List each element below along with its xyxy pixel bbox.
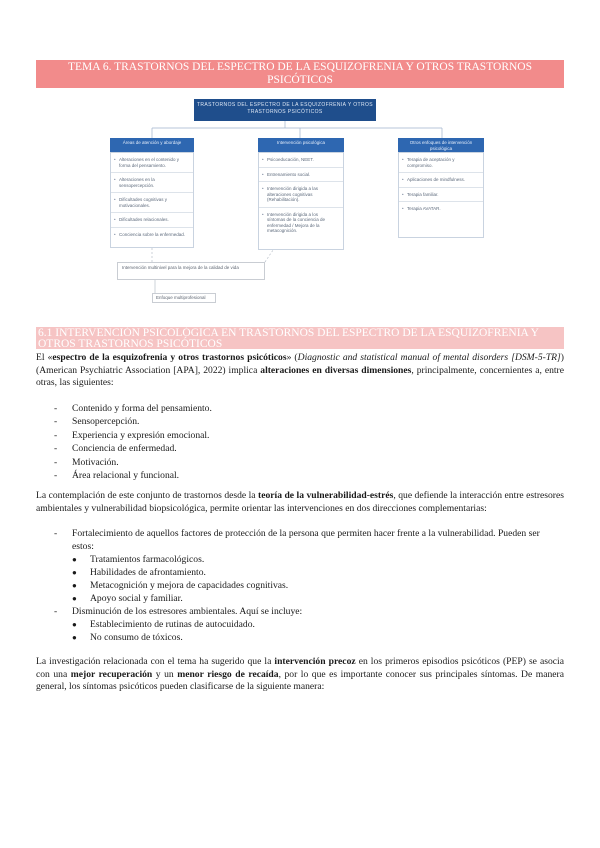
- diagram-item: • Entrenamiento social.: [259, 168, 343, 183]
- list-item: [54, 402, 212, 415]
- text: » (: [286, 352, 298, 363]
- sub-item-text: Apoyo social y familiar.: [90, 593, 183, 604]
- dimensions-list: [54, 402, 212, 482]
- dot-bullet: ●: [72, 581, 77, 590]
- diagram-item: • Psicoeducación, NEET.: [259, 153, 343, 168]
- direction-item: [54, 605, 564, 618]
- dash-bullet: -: [54, 403, 58, 414]
- directions-list: [54, 527, 564, 644]
- sub-item-text: Habilidades de afrontamiento.: [90, 567, 206, 578]
- dash-bullet: -: [54, 429, 58, 441]
- sub-item: [54, 592, 564, 605]
- direction-label: Fortalecimiento de aquellos factores de protección de la persona que permiten hacer frente a la vulnerabilidad. Pueden ser estos:: [72, 528, 540, 552]
- bold-term: teoría de la vulnerabilidad-estrés: [258, 490, 394, 501]
- dash-bullet: -: [54, 416, 58, 428]
- diagram-root-box: TRASTORNOS DEL ESPECTRO DE LA ESQUIZOFRENIA Y OTROS TRASTORNOS PSICÓTICOS: [194, 99, 376, 121]
- diagram-item: • Terapia de aceptación y compromiso.: [399, 153, 483, 173]
- list-item-text: Experiencia y expresión emocional.: [72, 429, 210, 441]
- paragraph-intro: [36, 352, 564, 390]
- diagram-item: • Conciencia sobre la enfermedad.: [111, 228, 193, 242]
- dash-bullet: -: [54, 456, 58, 468]
- text: El «: [36, 352, 53, 363]
- list-item: [54, 442, 212, 455]
- bold-term: espectro de la esquizofrenia y otros trastornos psicóticos: [52, 352, 287, 363]
- diagram-item: • Terapia familiar.: [399, 188, 483, 203]
- dot-bullet: ●: [72, 620, 77, 629]
- list-item: [54, 469, 212, 482]
- sub-item: [54, 618, 564, 631]
- diagram-column: [258, 152, 344, 250]
- sub-item-text: Metacognición y mejora de capacidades cognitivas.: [90, 580, 289, 591]
- list-item: [54, 456, 212, 469]
- sub-item: [54, 631, 564, 644]
- dot-bullet: ●: [72, 568, 77, 577]
- list-item: [54, 429, 212, 442]
- document-title: TEMA 6. TRASTORNOS DEL ESPECTRO DE LA ESQUIZOFRENIA Y OTROS TRASTORNOS PSICÓTICOS: [36, 60, 564, 88]
- section-heading: 6.1 INTERVENCIÓN PSICOLÓGICA EN TRASTORNOS DEL ESPECTRO DE LA ESQUIZOFRENIA Y OTROS TRASTORNOS PSICÓTICOS: [36, 327, 564, 349]
- list-item-text: Área relacional y funcional.: [72, 470, 180, 482]
- sub-item: [54, 566, 564, 579]
- text: , por lo que es importante conocer sus principales síntomas. De manera general, los síntomas psicóticos pueden clasificarse de la siguiente manera:: [36, 668, 564, 693]
- bold-term: alteraciones en diversas dimensiones: [260, 364, 412, 376]
- diagram-item: • Dificultades relacionales.: [111, 213, 193, 228]
- dash-bullet: -: [54, 443, 58, 455]
- text: , que defiende la interacción entre estresores ambientales y vulnerabilidad biopsicológica, permite orientar las intervenciones en dos direcciones complementarias:: [36, 490, 564, 514]
- diagram-item: • Dificultades cognitivas y motivacionales.: [111, 193, 193, 213]
- diagram-note: Intervención multinivel para la mejora de la calidad de vida: [117, 262, 265, 280]
- diagram-item: • Aplicaciones de mindfulness.: [399, 173, 483, 188]
- diagram-item: • Alteraciones en la sensopercepción.: [111, 173, 193, 193]
- sub-item: [54, 553, 564, 566]
- diagram-column-heading: Otros enfoques de intervención psicológica: [398, 138, 484, 152]
- dot-bullet: ●: [72, 633, 77, 642]
- sub-item-text: Establecimiento de rutinas de autocuidado.: [90, 619, 255, 630]
- sub-item-text: Tratamientos farmacológicos.: [90, 554, 205, 565]
- concept-diagram: [0, 0, 600, 320]
- list-item-text: Contenido y forma del pensamiento.: [72, 403, 212, 414]
- paragraph-early-intervention: [36, 656, 564, 694]
- dash-bullet: -: [54, 528, 58, 539]
- list-item-text: Sensopercepción.: [72, 416, 140, 428]
- text: en los primeros episodios psicóticos (PEP) se asocia con una: [36, 656, 564, 680]
- list-item-text: Motivación.: [72, 456, 119, 468]
- diagram-item: • Intervención dirigida a los síntomas de la conciencia de enfermedad / Mejora de la metacognición.: [259, 208, 343, 238]
- diagram-item: • Terapia AVATAR.: [399, 202, 483, 216]
- list-item: [54, 415, 212, 428]
- diagram-item: • Intervención dirigida a las alteraciones cognitivas (Rehabilitación).: [259, 182, 343, 208]
- bold-term: mejor recuperación: [70, 668, 153, 680]
- paragraph-vulnerability: [36, 490, 564, 515]
- text: La contemplación de este conjunto de trastornos desde la: [36, 490, 259, 501]
- diagram-note-secondary: Enfoque multiprofesional: [152, 293, 216, 303]
- list-item-text: Conciencia de enfermedad.: [72, 443, 177, 455]
- dash-bullet: -: [54, 606, 58, 617]
- dot-bullet: ●: [72, 594, 77, 603]
- diagram-column-heading: Intervención psicológica: [258, 138, 344, 152]
- text: y un: [152, 668, 178, 680]
- dash-bullet: -: [54, 470, 58, 482]
- sub-item-text: No consumo de tóxicos.: [90, 632, 183, 643]
- direction-item: [54, 527, 564, 553]
- sub-item: [54, 579, 564, 592]
- text: , principalmente, concernientes a, entre otras, las siguientes:: [36, 364, 565, 389]
- diagram-column-heading: Áreas de atención y abordaje: [110, 138, 194, 152]
- text: ) (American Psychiatric Association [APA], 2022) implica: [36, 352, 564, 376]
- diagram-item: • Alteraciones en el contenido y forma del pensamiento.: [111, 153, 193, 173]
- diagram-column: [110, 152, 194, 248]
- diagram-column: [398, 152, 484, 238]
- dot-bullet: ●: [72, 555, 77, 564]
- text: La investigación relacionada con el tema ha sugerido que la: [36, 656, 275, 667]
- bold-term: menor riesgo de recaída: [177, 668, 279, 680]
- italic-term: Diagnostic and statistical manual of mental disorders [DSM-5-TR]: [297, 352, 561, 363]
- direction-label: Disminución de los estresores ambientales. Aquí se incluye:: [72, 606, 303, 617]
- bold-term: intervención precoz: [274, 656, 356, 667]
